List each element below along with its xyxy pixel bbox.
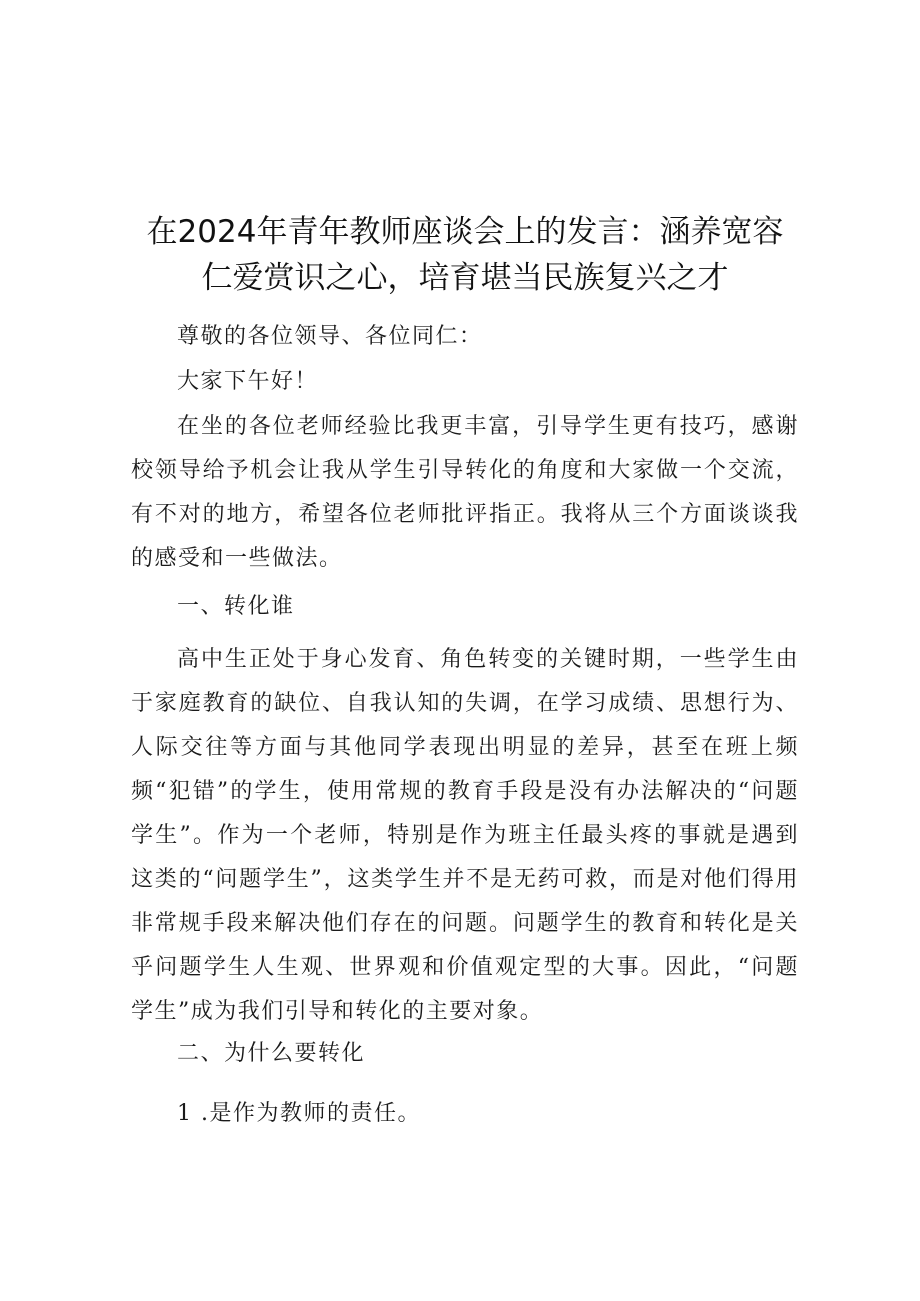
title-line-2: 仁爱赏识之心，培育堪当民族复兴之才 <box>201 259 729 296</box>
section-heading-2: 二、为什么要转化 <box>177 1041 366 1066</box>
list-item-1: 1 .是作为教师的责任。 <box>177 1101 421 1126</box>
intro-paragraph: 在坐的各位老师经验比我更丰富，引导学生更有技巧，感谢校领导给予机会让我从学生引导转化的角度和大家做一个交流，有不对的地方，希望各位老师批评指正。我将从三个方面谈谈我的感受和一些做法。 <box>131 414 799 571</box>
section-1-paragraph: 高中生正处于身心发育、角色转变的关键时期，一些学生由于家庭教育的缺位、自我认知的失调，在学习成绩、思想行为、人际交往等方面与其他同学表现出明显的差异，甚至在班上频频“犯错”的学生，使用常规的教育手段是没有办法解决的“问题学生”。作为一个老师，特别是作为班主任最头疼的事就是遇到这类的“问题学生”，这类学生并不是无药可救，而是对他们得用非常规手段来解决他们存在的问题。问题学生的教育和转化是关乎问题学生人生观、世界观和价值观定型的大事。因此，“问题学生”成为我们引导和转化的主要对象。 <box>131 647 799 1024</box>
document-title <box>130 209 800 301</box>
title-line-1: 在2024年青年教师座谈会上的发言：涵养宽容 <box>146 213 784 250</box>
salutation: 尊敬的各位领导、各位同仁： <box>177 324 483 349</box>
greeting: 大家下午好！ <box>177 369 319 394</box>
section-heading-1: 一、转化谁 <box>177 594 295 619</box>
